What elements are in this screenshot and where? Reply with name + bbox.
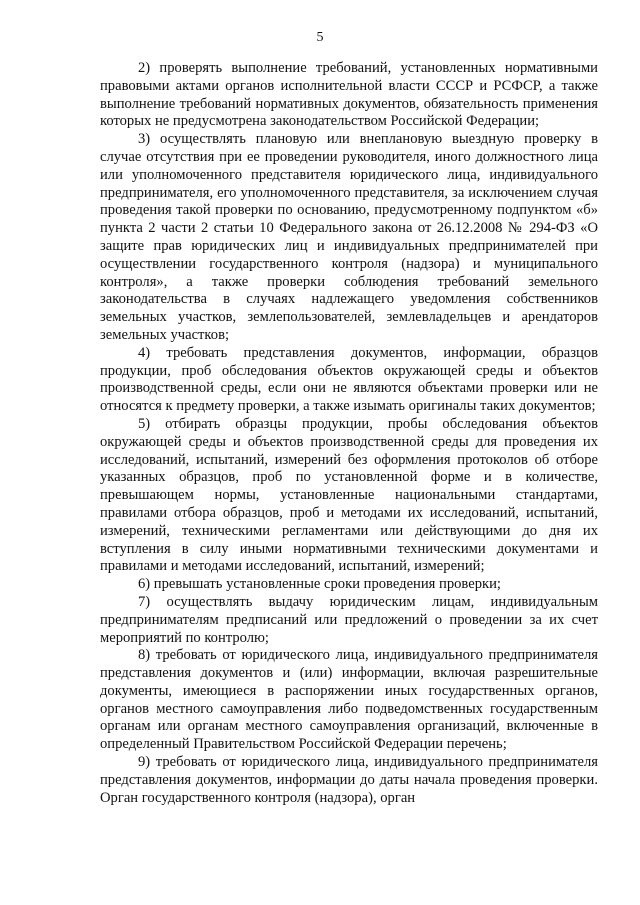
paragraph-item-7: 7) осуществлять выдачу юридическим лицам, индивидуальным предпринимателям предписаний или предложений о проведении за их счет мероприятий по контролю;: [100, 593, 598, 646]
paragraph-item-6: 6) превышать установленные сроки проведения проверки;: [138, 576, 501, 593]
paragraph-item-5: 5) отбирать образцы продукции, пробы обследования объектов окружающей среды и объектов производственной среды для проведения их исследований, испытаний, измерений без оформления протоколов об отборе указанных образцов, проб по установленной форме и в количестве, превышающем нормы, установленные национальными стандартами, правилами отбора образцов, проб и методами их исследований, испытаний, измерений, техническими регламентами или действующими до дня их вступления в силу иными нормативными техническими документами и правилами и методами исследований, испытаний, измерений;: [100, 415, 598, 575]
paragraph-item-2: 2) проверять выполнение требований, установленных нормативными правовыми актами органов исполнительной власти СССР и РСФСР, а также выполнение требований нормативных документов, обязательность применения которых не предусмотрена законодательством Российской Федерации;: [100, 60, 598, 130]
page-number: 5: [316, 30, 324, 45]
body-text: [100, 60, 598, 807]
paragraph-item-8: 8) требовать от юридического лица, индивидуального предпринимателя представления документов и (или) информации, включая разрешительные документы, имеющиеся в распоряжении иных государственных органов, органов местного самоуправления либо подведомственных государственным органам или органам местного самоуправления организаций, включенные в определенный Правительством Российской Федерации перечень;: [100, 647, 598, 753]
paragraph-item-9: 9) требовать от юридического лица, индивидуального предпринимателя представления документов, информации до даты начала проведения проверки. Орган государственного контроля (надзора), орган: [100, 754, 598, 806]
paragraph-item-4: 4) требовать представления документов, информации, образцов продукции, проб обследования объектов окружающей среды и объектов производственной среды, если они не являются объектами проверки или не относятся к предмету проверки, а также изымать оригиналы таких документов;: [100, 344, 598, 415]
paragraph-item-3: 3) осуществлять плановую или внеплановую выездную проверку в случае отсутствия при ее проведении руководителя, иного должностного лица или уполномоченного представителя юридического лица, индивидуального предпринимателя, его уполномоченного представителя, за исключением случая проведения такой проверки по основанию, предусмотренному подпунктом «б» пункта 2 части 2 статьи 10 Федерального закона от 26.12.2008 № 294-ФЗ «О защите прав юридических лиц и индивидуальных предпринимателей при осуществлении государственного контроля (надзора) и муниципального контроля», а также проверки соблюдения требований земельного законодательства в случаях надлежащего уведомления собственников земельных участков, землепользователей, землевладельцев и арендаторов земельных участков;: [100, 131, 598, 343]
